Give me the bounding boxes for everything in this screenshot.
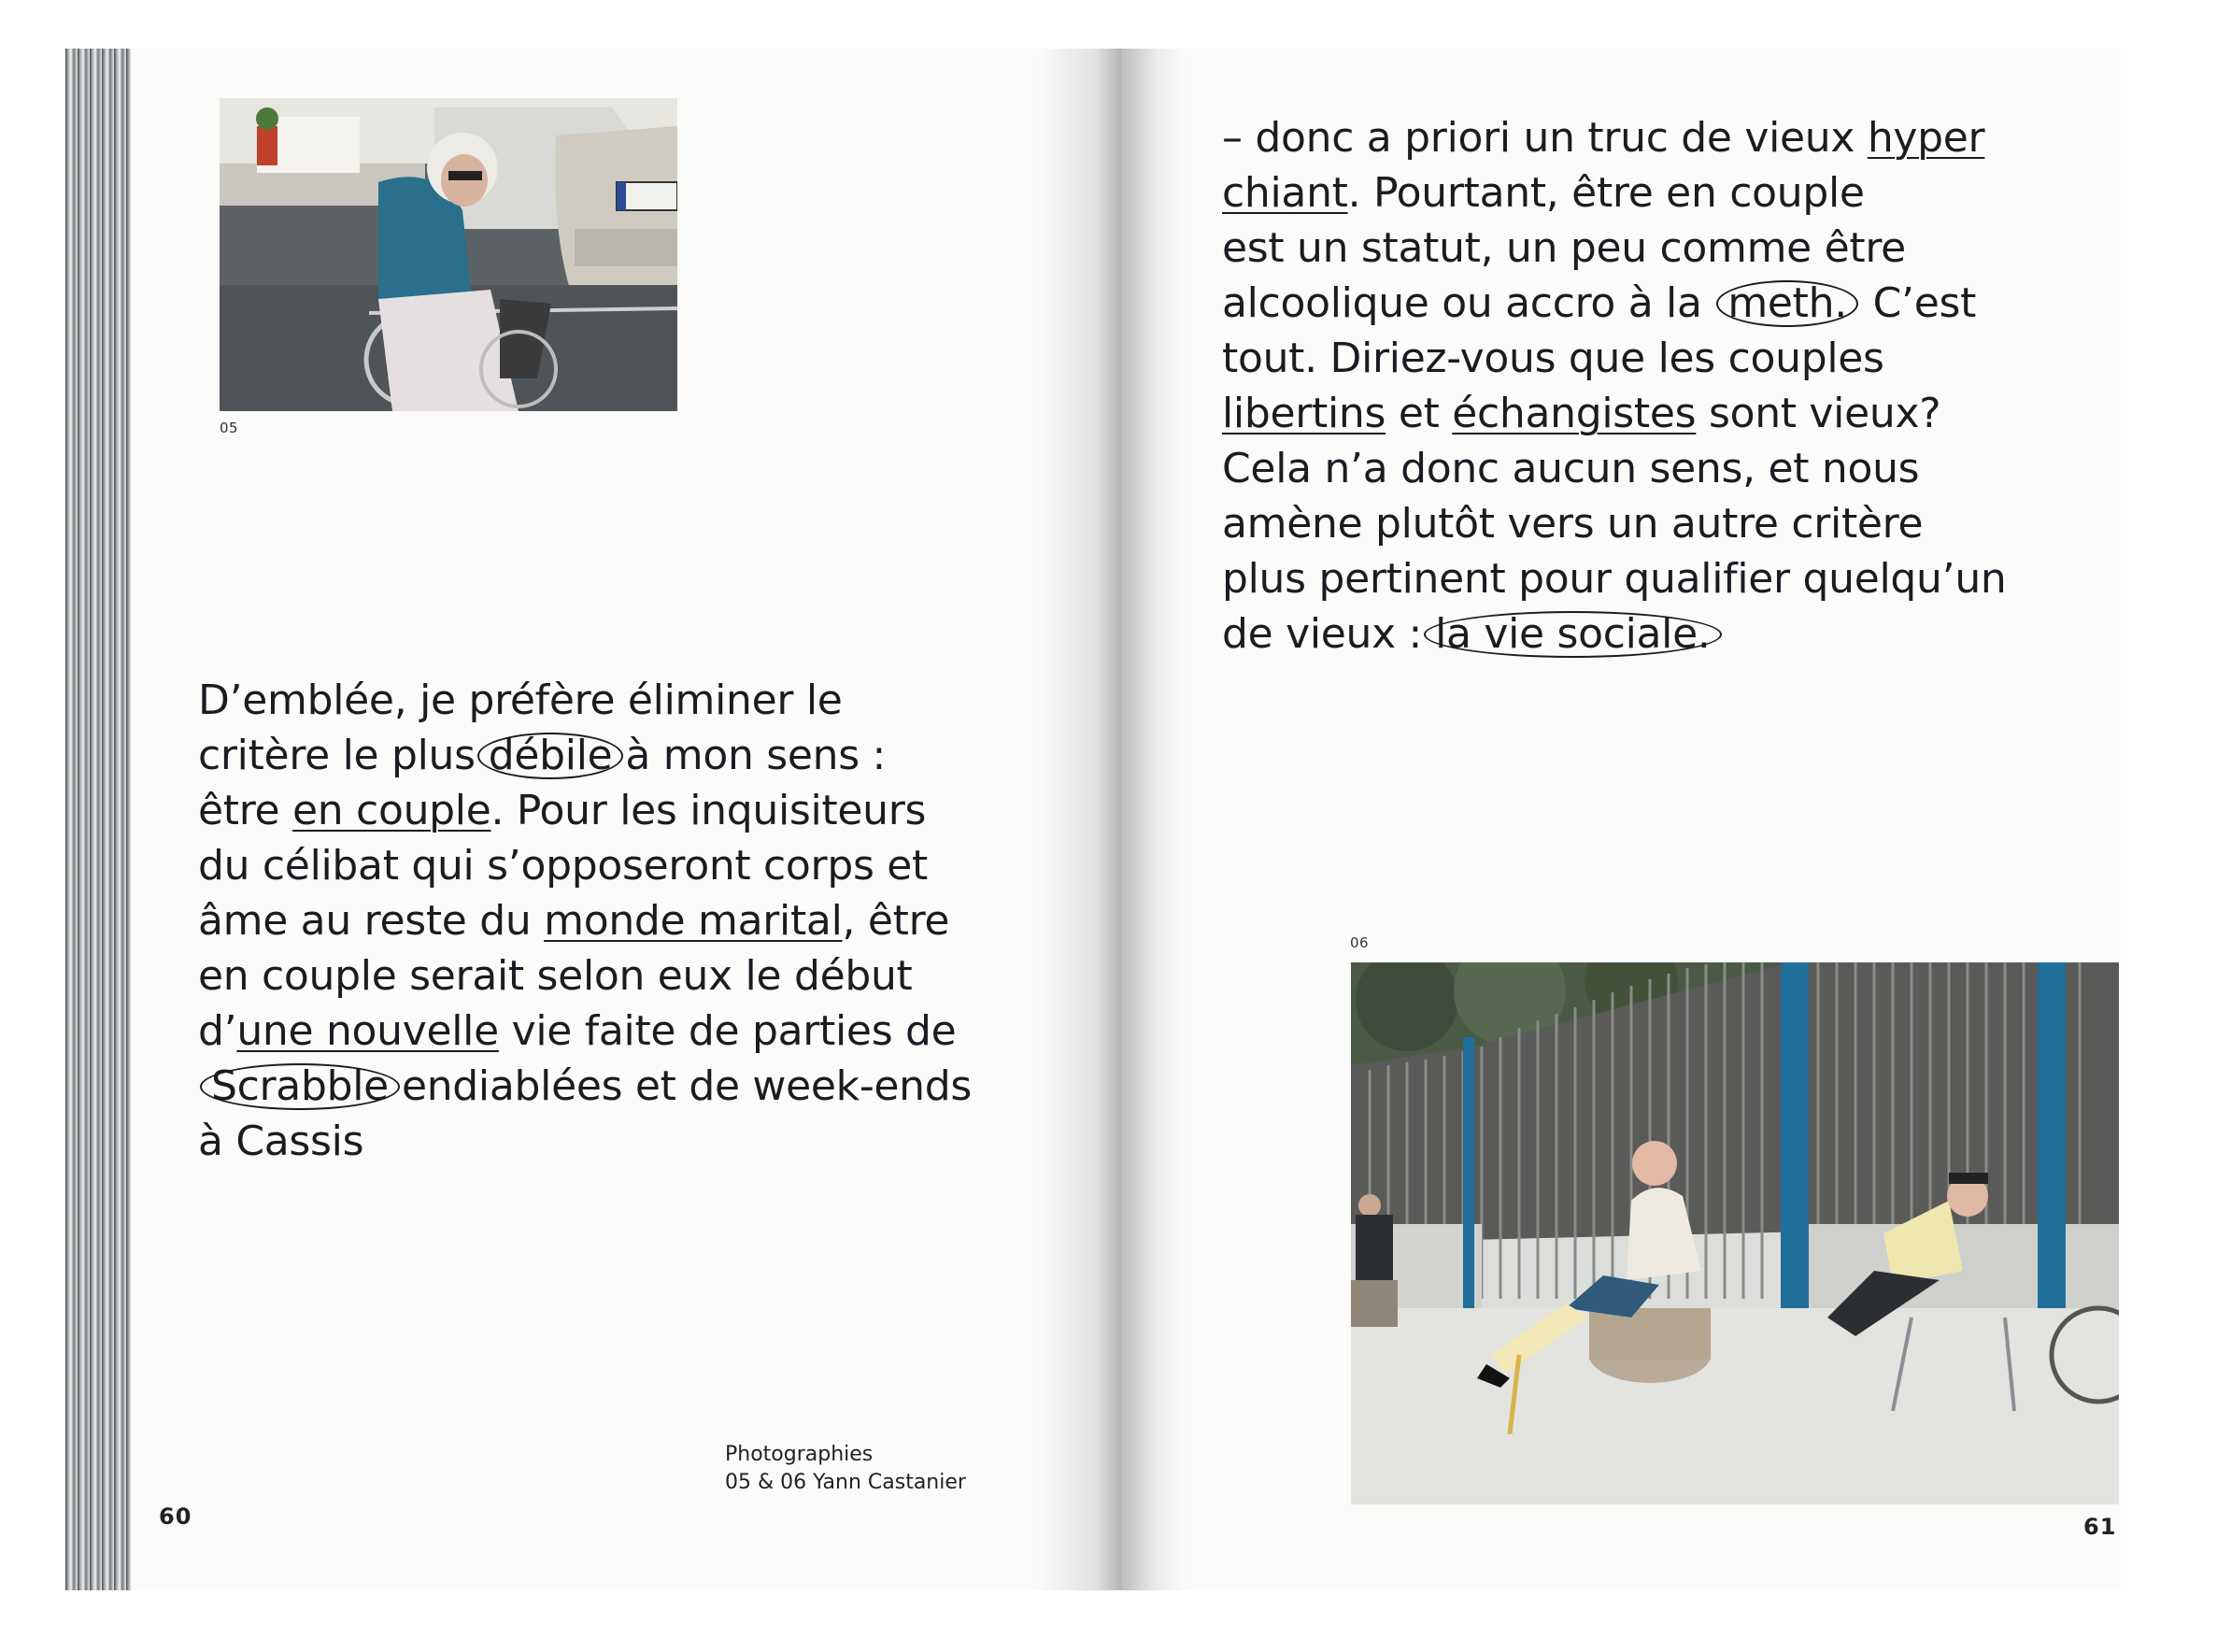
left-page <box>65 49 1121 1590</box>
underlined-monde-marital: monde marital <box>544 897 843 945</box>
left-line-3b: . Pour les inquisiteurs <box>490 787 927 834</box>
page-number-right: 61 <box>2083 1514 2117 1540</box>
right-line-4 <box>1222 276 2100 331</box>
right-body-text <box>1222 110 2100 662</box>
right-line-6b: sont vieux? <box>1696 390 1941 437</box>
photo-label-05: 05 <box>220 420 239 436</box>
left-line-7b: vie faite de parties de <box>498 1007 957 1055</box>
left-line-5b: , être <box>842 897 950 945</box>
left-body-text <box>198 673 1095 1169</box>
photo-06-illustration <box>1351 962 2119 1504</box>
circled-phrase-la-vie-sociale: la vie sociale. <box>1424 611 1722 658</box>
left-line-5a: âme au reste du <box>198 897 545 945</box>
underlined-une-nouvelle: une nouvelle <box>236 1007 499 1055</box>
photo-06-men-sitting-by-fence <box>1351 962 2119 1504</box>
left-line-1: D’emblée, je préfère éliminer le <box>198 676 843 724</box>
photo-05-woman-in-wheelchair <box>220 98 677 411</box>
left-line-4: du célibat qui s’opposeront corps et <box>198 842 929 890</box>
left-line-2b: à mon sens : <box>625 732 887 779</box>
right-line-6 <box>1222 386 2100 441</box>
underlined-libertins: libertins <box>1222 390 1386 437</box>
right-page <box>1121 49 2121 1590</box>
right-line-1a: – donc a priori un truc de vieux <box>1222 114 1868 162</box>
underlined-hyper: hyper <box>1867 114 1985 162</box>
right-line-10 <box>1222 606 2100 662</box>
right-line-4a: alcoolique ou accro à la <box>1222 279 1715 327</box>
left-line-8 <box>198 1059 1095 1114</box>
right-line-7: Cela n’a donc aucun sens, et nous <box>1222 445 1920 492</box>
gutter-shadow-right <box>1121 49 1187 1590</box>
underlined-echangistes: échangistes <box>1452 390 1697 437</box>
left-line-7 <box>198 1004 1095 1059</box>
right-line-5: tout. Diriez-vous que les couples <box>1222 335 1884 382</box>
left-line-2a: critère le plus <box>198 732 476 779</box>
left-line-6: en couple serait selon eux le début <box>198 952 913 1000</box>
circled-word-debile: débile <box>477 733 624 779</box>
right-line-3: est un statut, un peu comme être <box>1222 224 1906 272</box>
page-edge-stack <box>65 49 131 1590</box>
right-line-1 <box>1222 110 2100 165</box>
left-line-2 <box>198 728 1095 783</box>
circled-word-meth: meth. <box>1716 280 1858 327</box>
circled-word-scrabble: Scrabble <box>200 1063 400 1110</box>
credit-line-1: Photographies <box>725 1443 874 1466</box>
left-line-5 <box>198 893 1095 948</box>
right-line-2 <box>1222 165 2100 221</box>
right-line-9: plus pertinent pour qualifier quelqu’un <box>1222 555 2007 603</box>
credit-line-2: 05 & 06 Yann Castanier <box>725 1471 966 1494</box>
right-line-8: amène plutôt vers un autre critère <box>1222 500 1924 548</box>
photo-label-06: 06 <box>1350 934 1370 951</box>
underlined-chiant: chiant <box>1222 169 1348 217</box>
left-line-7a: d’ <box>198 1007 237 1055</box>
right-line-10a: de vieux : <box>1222 610 1423 658</box>
left-line-8b: endiablées et de week-ends <box>401 1062 973 1110</box>
left-line-9: à Cassis <box>198 1118 364 1165</box>
photo-05-illustration <box>220 98 677 411</box>
left-line-3 <box>198 783 1095 838</box>
page-number-left: 60 <box>159 1503 192 1530</box>
left-line-3a: être <box>198 787 293 834</box>
book-spread <box>65 49 2121 1590</box>
photo-credit <box>725 1441 966 1497</box>
right-line-6-mid: et <box>1386 390 1453 437</box>
underlined-en-couple: en couple <box>292 787 491 834</box>
right-line-4b: C’est <box>1859 279 1977 327</box>
right-line-2b: . Pourtant, être en couple <box>1347 169 1865 217</box>
